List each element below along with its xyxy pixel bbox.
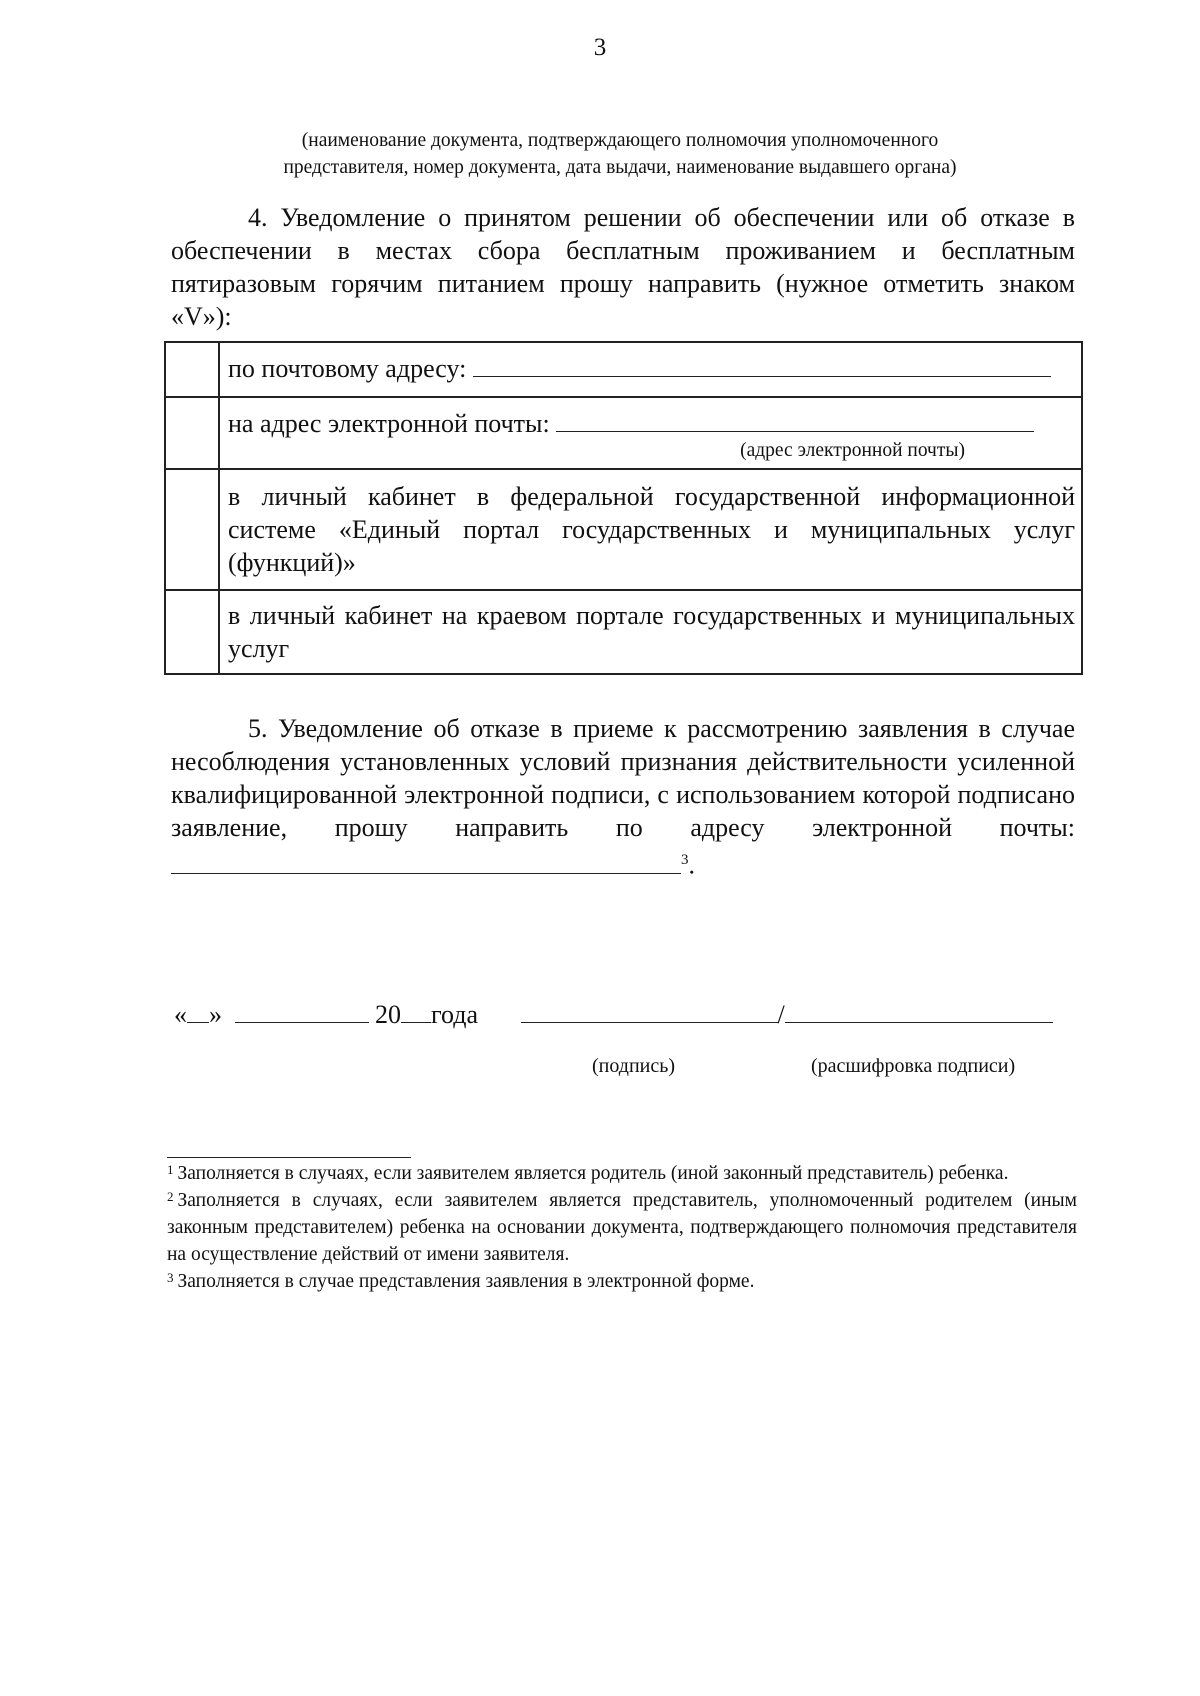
option-row-gosuslugi (165, 469, 1082, 590)
email-address-field[interactable] (556, 409, 1034, 432)
footnote-3: $^3$ Заполняется в случае представления заявления в электронной форме. (167, 1270, 755, 1292)
month-field[interactable] (235, 998, 369, 1023)
signature-decoding-field[interactable] (785, 998, 1053, 1023)
option-checkbox-email[interactable] (165, 397, 219, 469)
section-4-text (171, 201, 1075, 333)
year-prefix: 20 (375, 1000, 401, 1029)
year-field[interactable] (401, 998, 431, 1023)
option-label-regional-portal: в личный кабинет на краевом портале государственных и муниципальных услуг (219, 590, 1082, 674)
note-line-2: представителя, номер документа, дата выдачи, наименование выдавшего органа) (283, 157, 957, 178)
option-row-postal (165, 342, 1082, 397)
signature-label: (подпись) (592, 1055, 676, 1077)
year-suffix: года (431, 1000, 479, 1029)
option-label-postal: по почтовому адресу: (228, 354, 467, 383)
footnote-ref-3: 3 (681, 852, 689, 868)
option-row-regional-portal (165, 590, 1082, 674)
delivery-options-table (164, 341, 1083, 675)
signature-decoding-label: (расшифровка подписи) (811, 1055, 1016, 1077)
option-row-email (165, 397, 1082, 469)
section-5-paragraph: 5. Уведомление об отказе в приеме к рассмотрению заявления в случае несоблюдения установленных условий признания действительности усиленной квалифицированной электронной подписи, с использованием которой подписано заявление, прошу направить по адресу электронной почты: (171, 714, 1075, 842)
option-label-gosuslugi: в личный кабинет в федеральной государственной информационной системе «Единый портал государственных и муниципальных услуг (функций)» (219, 469, 1082, 590)
day-field[interactable] (187, 998, 209, 1023)
option-checkbox-postal[interactable] (165, 342, 219, 397)
signature-field[interactable] (521, 998, 778, 1023)
email-hint: (адрес электронной почты) (740, 440, 965, 461)
option-checkbox-regional-portal[interactable] (165, 590, 219, 674)
option-label-email: на адрес электронной почты: (228, 409, 550, 438)
section-5-text: 5. Уведомление об отказе в приеме к рассмотрению заявления в случае несоблюдения установленных условий признания действительности усиленной квалифицированной электронной подписи, с использованием которой подписано заявление, прошу направить по адресу электронной почты: $^3$. (171, 714, 1075, 880)
representative-document-note (170, 127, 1070, 181)
footnote-1: $^1$ Заполняется в случаях, если заявителем является родитель (иной законный представитель) ребенка. (167, 1162, 1009, 1184)
option-checkbox-gosuslugi[interactable] (165, 469, 219, 590)
section-4-paragraph: 4. Уведомление о принятом решении об обеспечении или об отказе в обеспечении в местах сбора бесплатным проживанием и бесплатным пятиразовым горячим питанием прошу направить (нужное отметить знаком «V»): (171, 203, 1075, 331)
note-line-1: (наименование документа, подтверждающего полномочия уполномоченного (301, 130, 939, 151)
postal-address-field[interactable] (473, 354, 1051, 377)
page-number: 3 (593, 34, 607, 61)
signature-date-row: « » 20 года / (174, 998, 1053, 1030)
footnote-separator (167, 1157, 411, 1158)
email-refusal-field[interactable] (171, 851, 681, 874)
footnote-2: $^2$ Заполняется в случаях, если заявителем является представитель, уполномоченный родителем (иным законным представителем) ребенка на основании документа, подтверждающего полномочия представителя на осуществление действий от имени заявителя. (167, 1189, 1077, 1265)
footnotes (167, 1160, 1077, 1295)
